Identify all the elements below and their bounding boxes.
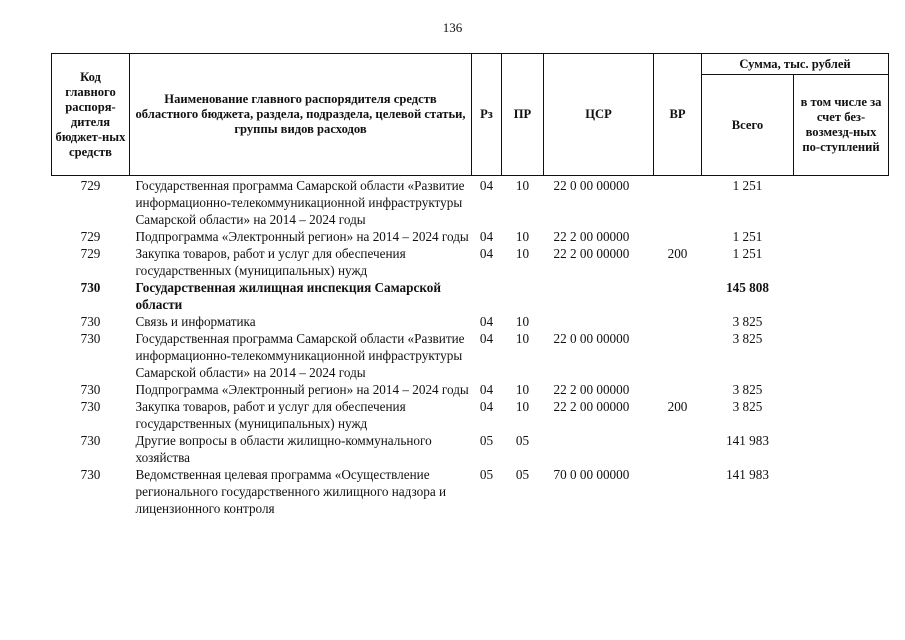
cell-pr: 10	[515, 178, 530, 193]
header-vr: ВР	[654, 54, 702, 176]
cell-rz: 04	[479, 314, 494, 329]
header-name: Наименование главного распорядителя средств областного бюджета, раздела, подраздела, целевой статьи, группы видов расходов	[130, 54, 472, 176]
cell-code: 730	[80, 467, 101, 482]
cell-vr	[654, 313, 702, 330]
cell-rz: 05	[479, 433, 494, 448]
cell-total: 141 983	[726, 467, 769, 482]
cell-pr: 10	[515, 229, 530, 244]
header-csr: ЦСР	[544, 54, 654, 176]
cell-code: 730	[80, 280, 101, 295]
cell-rz: 04	[479, 246, 494, 261]
cell-rz: 04	[479, 331, 494, 346]
cell-name: Подпрограмма «Электронный регион» на 2014 – 2024 годы	[135, 382, 469, 397]
table-row	[52, 466, 889, 517]
cell-vr	[654, 432, 702, 466]
cell-name: Государственная программа Самарской области «Развитие информационно-телекоммуникационной инфраструктуры Самарской области» на 2014 – 2024 годы	[135, 178, 465, 227]
cell-rz: 04	[479, 178, 494, 193]
cell-pr: 10	[515, 399, 530, 414]
cell-csr: 70 0 00 00000	[553, 467, 630, 482]
cell-rz: 05	[479, 467, 494, 482]
header-rz: Рз	[472, 54, 502, 176]
cell-vr: 200	[667, 246, 688, 261]
cell-csr: 22 2 00 00000	[553, 246, 630, 261]
table-row	[52, 398, 889, 432]
cell-total: 1 251	[732, 178, 763, 193]
budget-table	[51, 53, 889, 517]
cell-csr: 22 2 00 00000	[553, 229, 630, 244]
cell-code: 730	[80, 382, 101, 397]
table-row	[52, 432, 889, 466]
header-pr: ПР	[502, 54, 544, 176]
cell-total: 145 808	[726, 280, 769, 295]
table-row	[52, 228, 889, 245]
header-total: Всего	[702, 75, 794, 176]
cell-code: 729	[80, 246, 101, 261]
cell-pr: 05	[515, 433, 530, 448]
cell-rz: 04	[479, 382, 494, 397]
header-code: Код главного распоря-дителя бюджет-ных средств	[52, 54, 130, 176]
cell-code: 730	[80, 331, 101, 346]
cell-free	[794, 228, 889, 245]
cell-total: 3 825	[732, 399, 763, 414]
header-free: в том числе за счет без-возмезд-ных по-ступлений	[794, 75, 889, 176]
table-row	[52, 176, 889, 229]
cell-rz: 04	[479, 229, 494, 244]
cell-total: 3 825	[732, 382, 763, 397]
cell-free	[794, 466, 889, 517]
cell-rz	[472, 279, 502, 313]
cell-vr	[654, 228, 702, 245]
cell-free	[794, 432, 889, 466]
cell-pr: 10	[515, 382, 530, 397]
cell-name: Ведомственная целевая программа «Осуществление регионального государственного жилищного надзора и лицензионного контроля	[135, 467, 447, 516]
cell-name: Закупка товаров, работ и услуг для обеспечения государственных (муниципальных) нужд	[135, 246, 406, 278]
table-row	[52, 381, 889, 398]
cell-total: 1 251	[732, 229, 763, 244]
table-row	[52, 313, 889, 330]
cell-free	[794, 279, 889, 313]
cell-vr	[654, 330, 702, 381]
cell-free	[794, 330, 889, 381]
page-number: 136	[442, 20, 463, 35]
cell-pr: 10	[515, 246, 530, 261]
header-sum: Сумма, тыс. рублей	[702, 54, 889, 75]
cell-free	[794, 398, 889, 432]
table-header	[52, 54, 889, 176]
cell-csr: 22 0 00 00000	[553, 331, 630, 346]
cell-name: Подпрограмма «Электронный регион» на 2014 – 2024 годы	[135, 229, 469, 244]
cell-code: 730	[80, 314, 101, 329]
cell-csr	[544, 432, 654, 466]
cell-pr: 10	[515, 314, 530, 329]
cell-code: 729	[80, 229, 101, 244]
cell-total: 3 825	[732, 314, 763, 329]
cell-code: 730	[80, 433, 101, 448]
cell-free	[794, 245, 889, 279]
cell-csr: 22 0 00 00000	[553, 178, 630, 193]
cell-vr: 200	[667, 399, 688, 414]
cell-code: 729	[80, 178, 101, 193]
cell-rz: 04	[479, 399, 494, 414]
cell-vr	[654, 279, 702, 313]
cell-total: 1 251	[732, 246, 763, 261]
cell-vr	[654, 381, 702, 398]
cell-name: Государственная программа Самарской области «Развитие информационно-телекоммуникационной инфраструктуры Самарской области» на 2014 – 2024 годы	[135, 331, 465, 380]
cell-csr	[544, 279, 654, 313]
cell-csr: 22 2 00 00000	[553, 399, 630, 414]
cell-free	[794, 313, 889, 330]
cell-vr	[654, 466, 702, 517]
cell-name: Связь и информатика	[135, 314, 256, 329]
cell-name: Государственная жилищная инспекция Самарской области	[135, 280, 441, 312]
cell-pr	[502, 279, 544, 313]
cell-name: Другие вопросы в области жилищно-коммунального хозяйства	[135, 433, 432, 465]
table-row	[52, 330, 889, 381]
cell-free	[794, 381, 889, 398]
cell-free	[794, 176, 889, 229]
table-row	[52, 279, 889, 313]
cell-csr	[544, 313, 654, 330]
cell-total: 141 983	[726, 433, 769, 448]
cell-csr: 22 2 00 00000	[553, 382, 630, 397]
cell-pr: 05	[515, 467, 530, 482]
cell-vr	[654, 176, 702, 229]
cell-name: Закупка товаров, работ и услуг для обеспечения государственных (муниципальных) нужд	[135, 399, 406, 431]
cell-total: 3 825	[732, 331, 763, 346]
table-body	[52, 176, 889, 518]
cell-pr: 10	[515, 331, 530, 346]
cell-code: 730	[80, 399, 101, 414]
table-row	[52, 245, 889, 279]
